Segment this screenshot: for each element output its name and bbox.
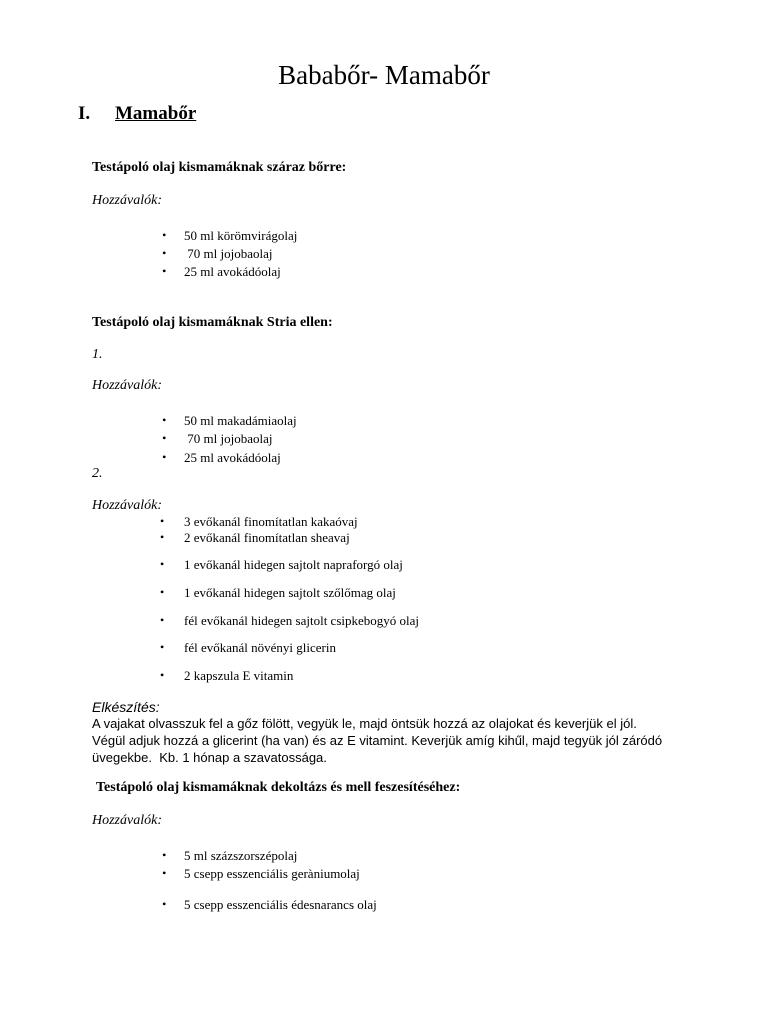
bullet-icon: •	[160, 530, 165, 544]
preparation-line: A vajakat olvasszuk fel a gőz fölött, vegyük le, majd öntsük hozzá az olajokat és keverjük el jól.	[92, 716, 637, 731]
section-title: Mamabőr	[115, 103, 197, 124]
bullet-icon: •	[162, 264, 167, 278]
list-item: 25 ml avokádóolaj	[184, 450, 281, 465]
list-item: 50 ml körömvirágolaj	[184, 228, 298, 243]
list-item: 1 evőkanál hidegen sajtolt napraforgó olaj	[184, 557, 403, 572]
ingredients-label: Hozzávalók:	[92, 813, 162, 828]
list-item: 50 ml makadámiaolaj	[184, 413, 297, 428]
bullet-icon: •	[160, 613, 165, 627]
list-item: 2 kapszula E vitamin	[184, 668, 294, 683]
list-item: 3 evőkanál finomítatlan kakaóvaj	[184, 514, 358, 529]
list-item: 5 ml százszorszépolaj	[184, 848, 298, 863]
bullet-icon: •	[160, 585, 165, 599]
list-item: 1 evőkanál hidegen sajtolt szőlőmag olaj	[184, 585, 396, 600]
ingredients-label: Hozzávalók:	[92, 498, 162, 513]
list-item: fél evőkanál növényi glicerin	[184, 640, 336, 655]
preparation-label: Elkészítés:	[92, 699, 160, 715]
bullet-icon: •	[160, 557, 165, 571]
recipe-heading-decollete: Testápoló olaj kismamáknak dekoltázs és mell feszesítéséhez:	[96, 780, 461, 795]
bullet-icon: •	[160, 640, 165, 654]
bullet-icon: •	[162, 246, 167, 260]
bullet-icon: •	[160, 668, 165, 682]
list-item: 25 ml avokádóolaj	[184, 264, 281, 279]
bullet-icon: •	[162, 228, 167, 242]
ingredients-label: Hozzávalók:	[92, 378, 162, 393]
list-item: 5 csepp esszenciális édesnarancs olaj	[184, 897, 377, 912]
list-item: 70 ml jojobaolaj	[184, 246, 273, 261]
bullet-icon: •	[162, 866, 167, 880]
section-number: I.	[78, 103, 91, 124]
variant-number: 2.	[92, 466, 103, 481]
bullet-icon: •	[162, 848, 167, 862]
preparation-line: Végül adjuk hozzá a glicerint (ha van) és az E vitamint. Keverjük amíg kihűl, majd tegyük jól záródó	[92, 733, 663, 748]
list-item: 2 evőkanál finomítatlan sheavaj	[184, 530, 350, 545]
variant-number: 1.	[92, 347, 103, 362]
recipe-heading-dry-skin: Testápoló olaj kismamáknak száraz bőrre:	[92, 160, 347, 175]
bullet-icon: •	[162, 897, 167, 911]
list-item: fél evőkanál hidegen sajtolt csipkebogyó olaj	[184, 613, 420, 628]
page-title: Bababőr- Mamabőr	[278, 60, 490, 90]
bullet-icon: •	[162, 413, 167, 427]
bullet-icon: •	[162, 450, 167, 464]
bullet-icon: •	[160, 514, 165, 528]
preparation-line: üvegekbe. Kb. 1 hónap a szavatossága.	[92, 750, 327, 765]
list-item: 5 csepp esszenciális geràniumolaj	[184, 866, 360, 881]
recipe-heading-stria: Testápoló olaj kismamáknak Stria ellen:	[92, 315, 333, 330]
bullet-icon: •	[162, 431, 167, 445]
ingredients-label: Hozzávalók:	[92, 193, 162, 208]
list-item: 70 ml jojobaolaj	[184, 431, 273, 446]
